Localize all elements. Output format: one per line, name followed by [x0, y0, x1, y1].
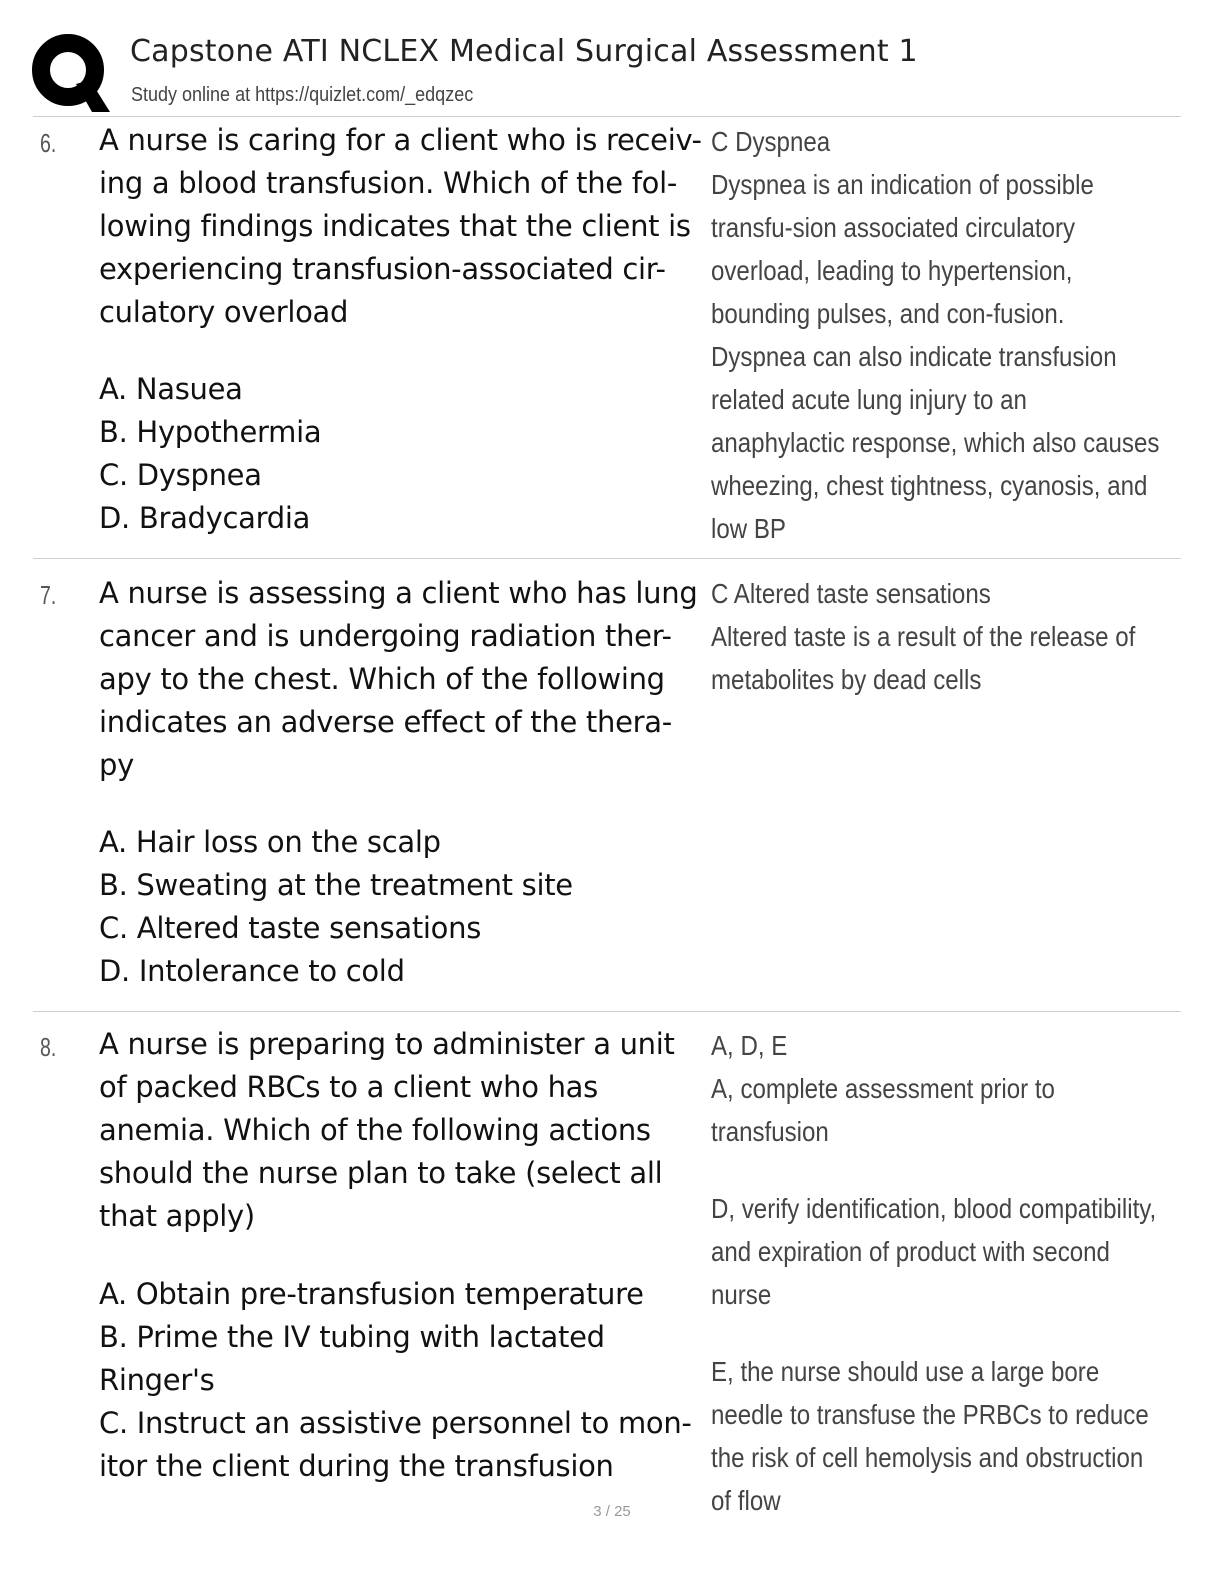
- question-text: A nurse is caring for a client who is receiv-ing a blood transfusion. Which of the fol-lowing findings indicates that the client is experiencing transfusion-associated cir-culatory overload: [99, 123, 702, 329]
- answer-rationale-e: E, the nurse should use a large bore needle to transfuse the PRBCs to reduce the risk of cell hemolysis and obstruction of flow: [711, 1356, 1149, 1516]
- header-divider: [33, 116, 1181, 117]
- question-divider: [33, 1011, 1181, 1012]
- page-title: Capstone ATI NCLEX Medical Surgical Assessment 1: [130, 34, 918, 69]
- question-number: 7.: [40, 580, 57, 610]
- answer-choice: C Dyspnea: [711, 126, 831, 157]
- option-d: D. Bradycardia: [99, 501, 311, 535]
- quizlet-logo-icon: [30, 32, 110, 112]
- option-a: A. Obtain pre-transfusion temperature: [99, 1277, 644, 1311]
- option-b: B. Sweating at the treatment site: [99, 868, 573, 902]
- answer-choice: C Altered taste sensations: [711, 578, 991, 609]
- answer-block: [711, 1024, 1163, 1522]
- option-b: B. Prime the IV tubing with lactated Ringer's: [99, 1320, 605, 1397]
- question-text: A nurse is assessing a client who has lung cancer and is undergoing radiation ther-apy to the chest. Which of the following indicates an adverse effect of the thera-py: [99, 576, 698, 782]
- answer-block: [711, 120, 1163, 550]
- answer-rationale: Altered taste is a result of the release of metabolites by dead cells: [711, 621, 1136, 695]
- question-options: [99, 368, 709, 540]
- question-number: 6.: [40, 128, 57, 158]
- option-c: C. Dyspnea: [99, 458, 262, 492]
- answer-rationale: Dyspnea is an indication of possible transfu-sion associated circulatory overload, leading to hypertension, bounding pulses, and con-fusion. Dyspnea can also indicate transfusion related acute lung injury to an anaphylactic response, which also causes wheezing, chest tightness, cyanosis, and low BP: [711, 169, 1160, 544]
- option-d: D. Intolerance to cold: [99, 954, 405, 988]
- question-number: 8.: [40, 1032, 57, 1062]
- page-number: 3 / 25: [593, 1503, 631, 1520]
- question-divider: [33, 558, 1181, 559]
- question-options: [99, 821, 709, 993]
- answer-rationale-d: D, verify identification, blood compatibility, and expiration of product with second nurse: [711, 1193, 1157, 1310]
- answer-choice: A, D, E: [711, 1030, 788, 1061]
- option-a: A. Hair loss on the scalp: [99, 825, 441, 859]
- question-text: A nurse is preparing to administer a unit of packed RBCs to a client who has anemia. Which of the following actions should the nurse plan to take (select all that apply): [99, 1027, 675, 1233]
- option-c: C. Instruct an assistive personnel to mon-itor the client during the transfusion: [99, 1406, 692, 1483]
- answer-rationale-a: A, complete assessment prior to transfusion: [711, 1073, 1055, 1147]
- option-c: C. Altered taste sensations: [99, 911, 481, 945]
- question-options: [99, 1273, 709, 1488]
- option-b: B. Hypothermia: [99, 415, 322, 449]
- study-online-link[interactable]: Study online at https://quizlet.com/_edqzec: [131, 84, 474, 106]
- option-a: A. Nasuea: [99, 372, 243, 406]
- answer-block: [711, 572, 1163, 701]
